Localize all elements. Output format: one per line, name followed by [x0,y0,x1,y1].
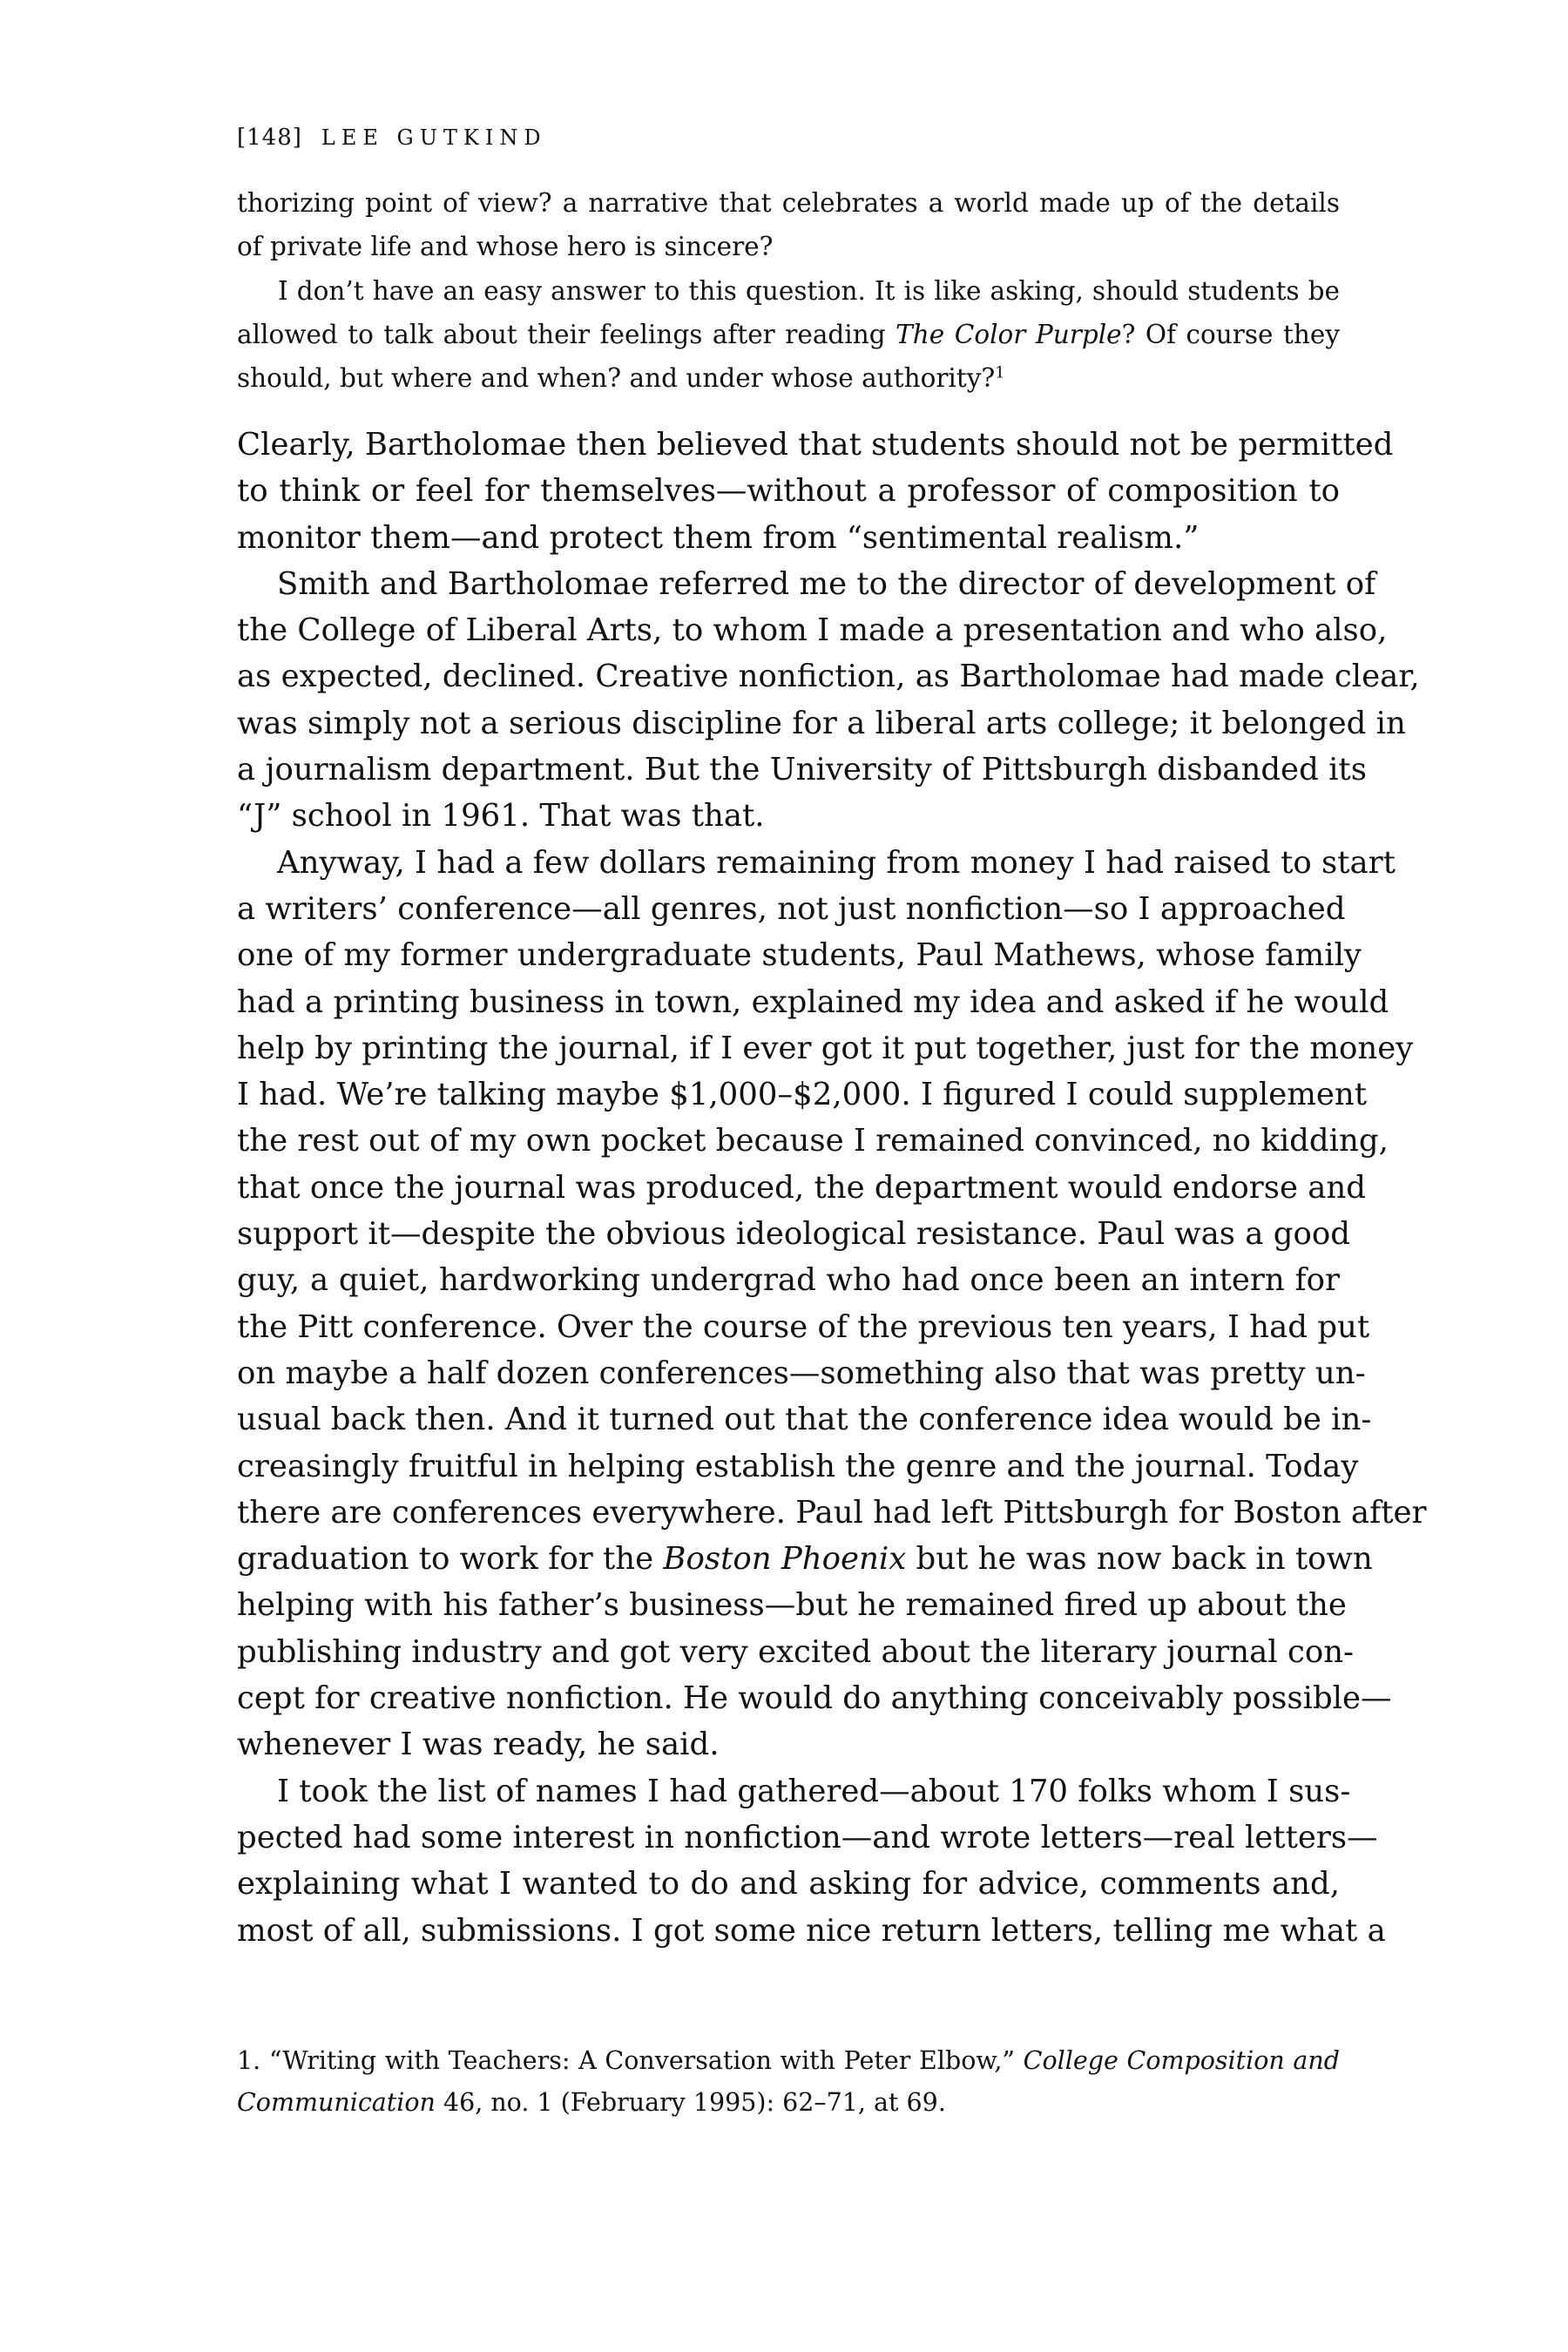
footnote [237,2040,1340,2124]
body-line: was simply not a serious discipline for a liberal arts college; it belonged in [237,705,1406,741]
footnote-text: 46, no. 1 (February 1995): 62–71, at 69. [435,2088,946,2117]
body-line [237,1536,1373,1582]
body-line: cept for creative nonfiction. He would do anything conceivably possible— [237,1680,1392,1717]
body-line: had a printing business in town, explained my idea and asked if he would [237,983,1389,1020]
quote-text: ? Of course they [1121,319,1340,349]
body-line: the College of Liberal Arts, to whom I made a presentation and who also, [237,612,1388,649]
body-line: Anyway, I had a few dollars remaining from money I had raised to start [277,844,1396,881]
footnote-marker[interactable]: 1 [995,364,1005,382]
body-line: help by printing the journal, if I ever got it put together, just for the money [237,1030,1414,1066]
body-line: creasingly fruitful in helping establish the genre and the journal. Today [237,1448,1359,1484]
journal-title-italic: Communication [237,2088,436,2117]
body-line: usual back then. And it turned out that the conference idea would be in- [237,1402,1372,1438]
body-text-span: but he was now back in town [906,1541,1373,1578]
body-line: whenever I was ready, he said. [237,1727,720,1763]
body-line: Clearly, Bartholomae then believed that students should not be permitted [237,427,1394,463]
body-line: Smith and Bartholomae referred me to the director of development of [277,565,1376,602]
footnote-line [237,2082,1340,2124]
quote-line: I don’t have an easy answer to this question. It is like asking, should students be [278,275,1340,306]
book-title-italic: The Color Purple [896,319,1122,349]
body-line: on maybe a half dozen conferences—something also that was pretty un- [237,1355,1366,1391]
body-line: as expected, declined. Creative nonfiction, as Bartholomae had made clear, [237,659,1420,695]
body-line: the rest out of my own pocket because I remained convinced, no kidding, [237,1123,1389,1159]
body-text-span: graduation to work for the [237,1541,664,1578]
body-line: that once the journal was produced, the department would endorse and [237,1169,1367,1206]
body-line: I took the list of names I had gathered—about 170 folks whom I sus- [277,1773,1351,1809]
body-line: one of my former undergraduate students, Paul Mathews, whose family [237,937,1362,974]
journal-title-italic: College Composition and [1023,2046,1340,2075]
body-line: there are conferences everywhere. Paul had left Pittsburgh for Boston after [237,1494,1427,1531]
body-line: support it—despite the obvious ideological resistance. Paul was a good [237,1216,1350,1253]
running-head-author: LEE GUTKIND [321,125,547,150]
body-line: the Pitt conference. Over the course of the previous ten years, I had put [237,1308,1370,1345]
quote-line: thorizing point of view? a narrative that celebrates a world made up of the details [237,188,1340,218]
block-quote [237,181,1340,400]
quote-line: of private life and whose hero is sincere? [237,232,774,262]
body-line: explaining what I wanted to do and asking for advice, comments and, [237,1866,1340,1903]
quote-text: allowed to talk about their feelings after reading [237,319,896,349]
footnote-text: 1. “Writing with Teachers: A Conversation with Peter Elbow,” [237,2046,1024,2075]
body-line: to think or feel for themselves—without a professor of composition to [237,473,1340,510]
body-line: pected had some interest in nonfiction—and wrote letters—real letters— [237,1819,1378,1855]
body-line: most of all, submissions. I got some nice return letters, telling me what a [237,1912,1386,1949]
publication-title-italic: Boston Phoenix [663,1541,907,1578]
quote-line [237,313,1340,356]
body-line: publishing industry and got very excited about the literary journal con- [237,1633,1355,1670]
footnote-line [237,2040,1340,2082]
page-number: [148] [237,125,302,151]
body-line: “J” school in 1961. That was that. [237,798,765,835]
body-line: I had. We’re talking maybe $1,000–$2,000. I figured I could supplement [237,1077,1367,1113]
body-text [237,422,1427,1954]
quote-line [237,356,1340,400]
body-line: monitor them—and protect them from “sentimental realism.” [237,519,1200,556]
running-head [237,122,547,153]
body-line: a writers’ conference—all genres, not just nonfiction—so I approached [237,890,1346,927]
body-line: helping with his father’s business—but he remained fired up about the [237,1587,1347,1624]
body-line: a journalism department. But the University of Pittsburgh disbanded its [237,752,1367,788]
quote-text: should, but where and when? and under whose authority? [237,363,996,394]
body-line: guy, a quiet, hardworking undergrad who had once been an intern for [237,1262,1340,1299]
